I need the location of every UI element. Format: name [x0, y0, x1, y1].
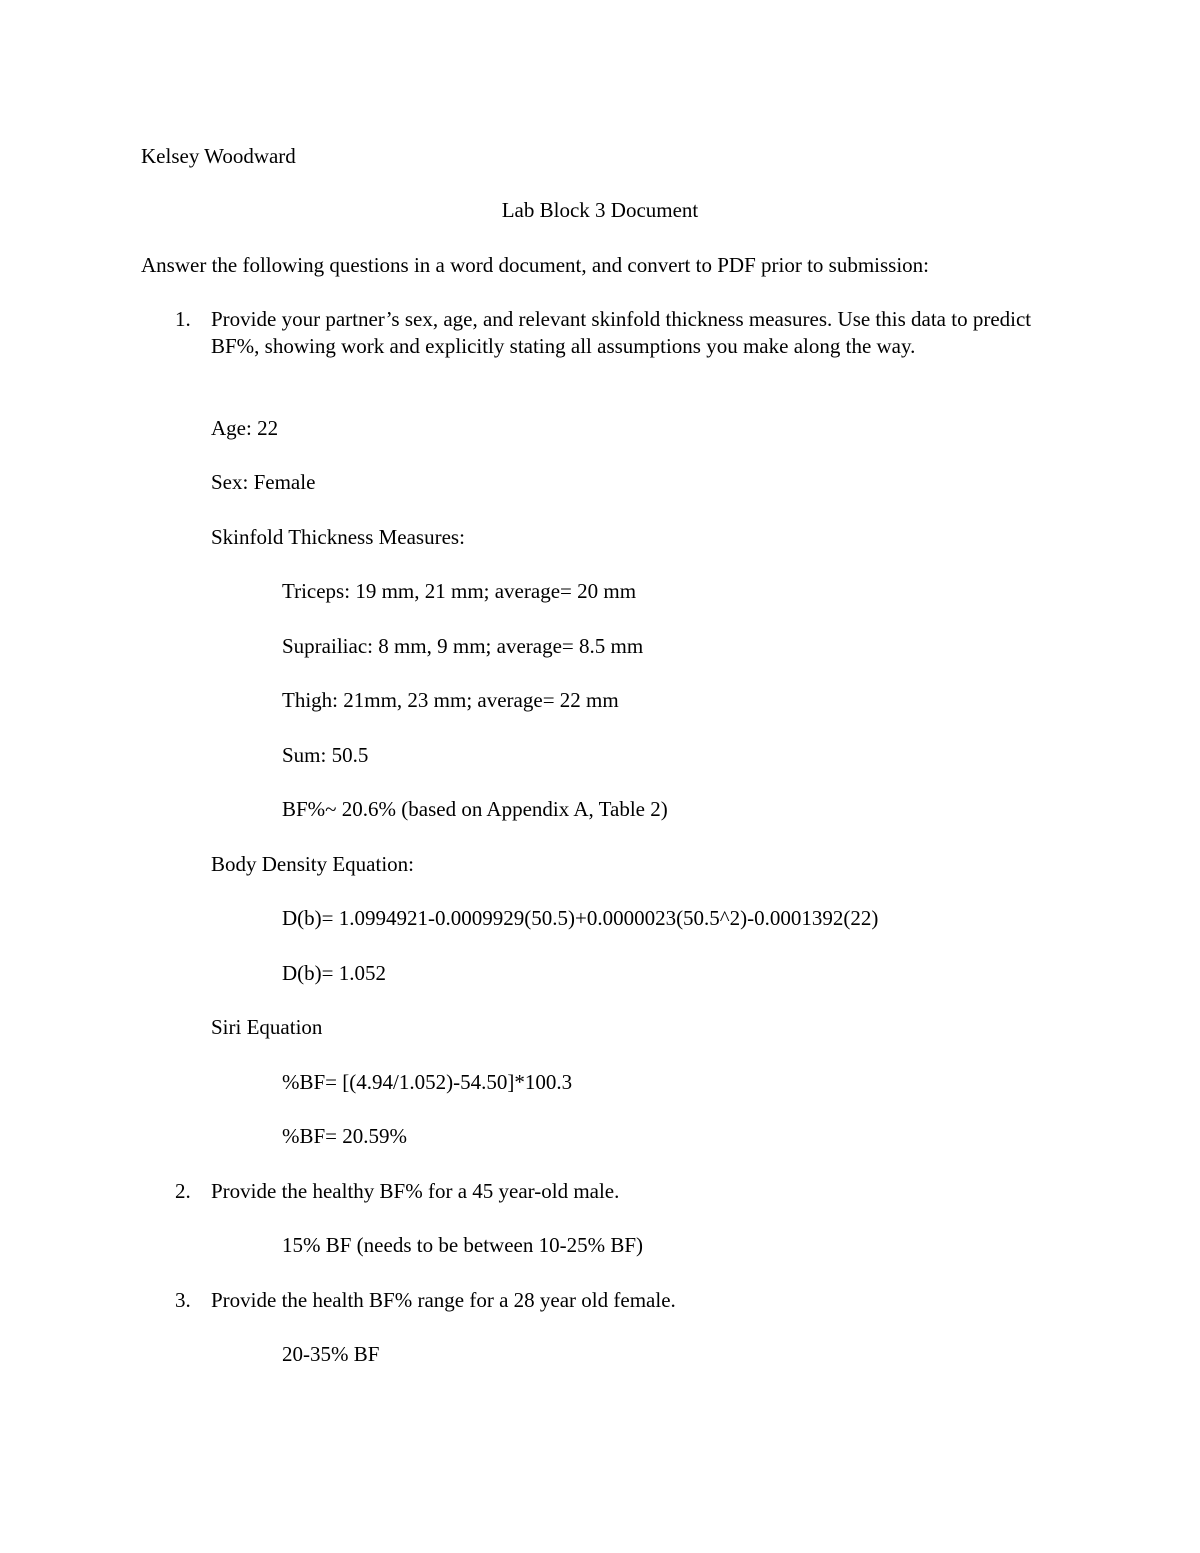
question-2-number: 2. — [175, 1179, 191, 1203]
skinfold-heading: Skinfold Thickness Measures: — [211, 525, 465, 549]
question-2-answer: 15% BF (needs to be between 10-25% BF) — [282, 1233, 644, 1257]
sex-value: Sex: Female — [211, 470, 316, 494]
density-result: D(b)= 1.052 — [282, 961, 386, 985]
suprailiac-measure: Suprailiac: 8 mm, 9 mm; average= 8.5 mm — [282, 634, 644, 658]
question-1-prompt: Provide your partner’s sex, age, and relevant skinfold thickness measures. Use this data to predict BF%, showing work and explicitly stating all assumptions you make along the way. — [211, 307, 1032, 358]
document-title: Lab Block 3 Document — [501, 198, 699, 222]
siri-equation: %BF= [(4.94/1.052)-54.50]*100.3 — [282, 1070, 573, 1094]
thigh-measure: Thigh: 21mm, 23 mm; average= 22 mm — [282, 688, 619, 712]
siri-heading: Siri Equation — [211, 1015, 323, 1039]
age-value: Age: 22 — [211, 416, 279, 440]
question-2-prompt: Provide the healthy BF% for a 45 year-old male. — [211, 1179, 620, 1203]
question-3-number: 3. — [175, 1288, 191, 1312]
author-name: Kelsey Woodward — [141, 144, 296, 168]
triceps-measure: Triceps: 19 mm, 21 mm; average= 20 mm — [282, 579, 637, 603]
instructions-text: Answer the following questions in a word document, and convert to PDF prior to submission: — [141, 253, 930, 277]
siri-result: %BF= 20.59% — [282, 1124, 408, 1148]
density-heading: Body Density Equation: — [211, 852, 414, 876]
bf-estimate: BF%~ 20.6% (based on Appendix A, Table 2) — [282, 797, 668, 821]
question-1-number: 1. — [175, 307, 191, 331]
sum-value: Sum: 50.5 — [282, 743, 369, 767]
question-3-answer: 20-35% BF — [282, 1342, 380, 1366]
density-equation: D(b)= 1.0994921-0.0009929(50.5)+0.0000023(50.5^2)-0.0001392(22) — [282, 906, 879, 930]
question-3-prompt: Provide the health BF% range for a 28 year old female. — [211, 1288, 676, 1312]
